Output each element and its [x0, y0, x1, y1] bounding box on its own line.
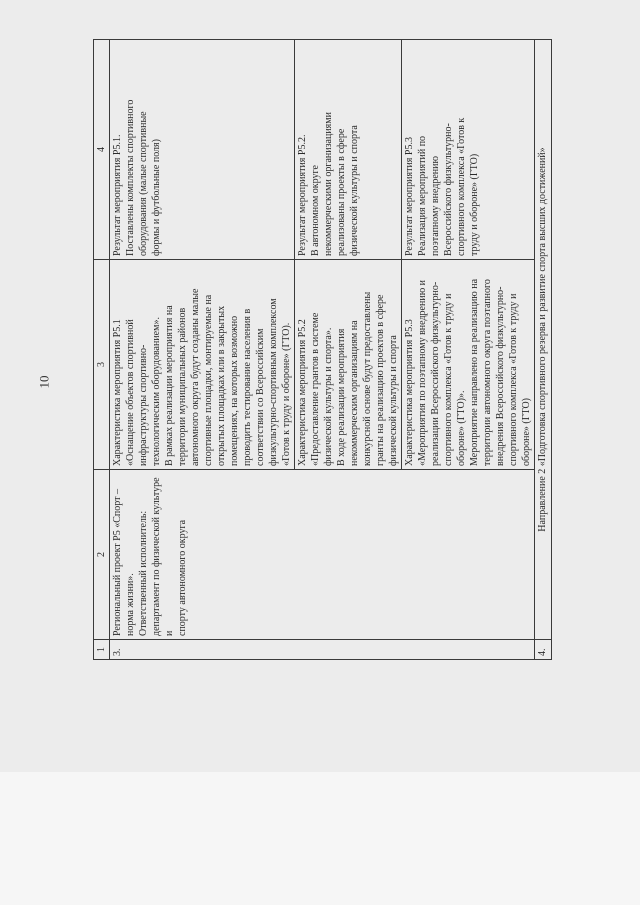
measure-line: спортивного комплекса «Готов к труду и	[443, 293, 454, 466]
result-line: формы и футбольные поля)	[151, 139, 162, 256]
section-row	[535, 40, 552, 660]
measure-result-cell	[295, 40, 402, 260]
measure-line: инфраструктуры спортивно-	[138, 344, 149, 466]
measure-line: физической культуры и спорта».	[323, 327, 334, 466]
measure-line: Характеристика мероприятия P5.1	[112, 319, 123, 466]
measure-line: В ходе реализации мероприятия	[336, 328, 347, 466]
result-line: Результат мероприятия P5.2.	[297, 134, 308, 256]
scan-margin	[0, 772, 640, 905]
measure-line: проводить тестирование населения в	[242, 308, 253, 466]
result-line: Результат мероприятия P5.3	[404, 137, 415, 256]
measure-line: территории автономного округа поэтапного	[482, 279, 493, 466]
measure-line: «Мероприятия по поэтапному внедрению и	[417, 279, 428, 466]
measure-result-cell	[110, 40, 295, 260]
result-line: труду и обороне» (ГТО)	[469, 153, 480, 256]
result-line: поэтапному внедрению	[430, 156, 441, 256]
measure-line: гранты на реализацию проектов в сфере	[375, 294, 386, 466]
result-line: Результат мероприятия P5.1.	[112, 134, 123, 256]
measure-description-cell	[110, 260, 295, 470]
project-line: норма жизни».	[125, 573, 136, 636]
measure-line: некоммерческим организациям на	[349, 320, 360, 466]
measure-line: обороне» (ГТО)	[521, 397, 532, 466]
section-number-cell	[535, 640, 552, 660]
result-line: В автономном округе	[310, 165, 321, 256]
measure-line: спортивного комплекса «Готов к труду и	[508, 293, 519, 466]
measure-line: технологическим оборудованием».	[151, 317, 162, 466]
measure-line: «Предоставление грантов в системе	[310, 312, 321, 466]
section-number: 4.	[537, 648, 548, 656]
section-title-cell	[535, 40, 552, 640]
measure-line: Характеристика мероприятия P5.2	[297, 319, 308, 466]
measure-line: помещениях, на которых возможно	[229, 315, 240, 466]
result-line: Поставлены комплекты спортивного	[125, 99, 136, 256]
measure-line: соответствии со Всероссийским	[255, 328, 266, 466]
column-number-row	[94, 40, 110, 660]
measure-line: внедрения Всероссийского физкультурно-	[495, 286, 506, 466]
result-line: реализованы проекты в сфере	[336, 128, 347, 256]
project-line: спорту автономного округа	[177, 519, 188, 636]
project-cell	[110, 470, 535, 640]
measure-line: Характеристика мероприятия P5.3	[404, 319, 415, 466]
measure-line: «Оснащение объектов спортивной	[125, 319, 136, 466]
section-title: Направление 2 «Подготовка спортивного резерва и развитие спорта высших достижений»	[537, 147, 548, 532]
column-number: 4	[94, 40, 110, 260]
project-line: Ответственный исполнитель:	[138, 510, 149, 636]
measure-line: открытых площадках или в закрытых	[216, 305, 227, 466]
measure-line: физической культуры и спорта	[388, 335, 399, 466]
result-line: оборудования (малые спортивные	[138, 111, 149, 256]
measure-result-cell	[402, 40, 535, 260]
measure-line: спортивные площадки, монтируемые на	[203, 294, 214, 466]
result-line: спортивного комплекса «Готов к	[456, 117, 467, 256]
result-line: Всероссийского физкультурно-	[443, 123, 454, 256]
project-line: департамент по физической культуре и	[151, 477, 175, 636]
measure-line: обороне» (ГТО)».	[456, 390, 467, 466]
measure-line: В рамках реализации мероприятия на	[164, 305, 175, 466]
measure-line: автономного округа будут созданы малые	[190, 288, 201, 466]
measure-line: реализации Всероссийского физкультурно-	[430, 281, 441, 466]
column-number: 2	[94, 470, 110, 640]
measure-line: физкультурно-спортивным комплексом	[268, 298, 279, 466]
row-number: 3.	[112, 648, 123, 656]
page-number: 10	[36, 375, 52, 389]
result-line: некоммерческими организациями	[323, 112, 334, 256]
measure-line: «Готов к труду и обороне» (ГТО).	[281, 322, 292, 466]
measure-description-cell	[402, 260, 535, 470]
measure-line: территории муниципальных районов	[177, 307, 188, 466]
program-table	[93, 39, 552, 660]
result-line: Реализация мероприятий по	[417, 135, 428, 256]
measure-line: конкурсной основе будут предоставлены	[362, 291, 373, 466]
column-number: 3	[94, 260, 110, 470]
rotated-table-container	[93, 40, 573, 660]
row-number-cell	[110, 640, 535, 660]
result-line: физической культуры и спорта	[349, 125, 360, 256]
measure-line: Мероприятие направлено на реализацию на	[469, 278, 480, 466]
project-line: Региональный проект P5 «Спорт –	[112, 488, 123, 636]
measure-description-cell	[295, 260, 402, 470]
column-number: 1	[94, 640, 110, 660]
measure-row	[110, 40, 295, 660]
